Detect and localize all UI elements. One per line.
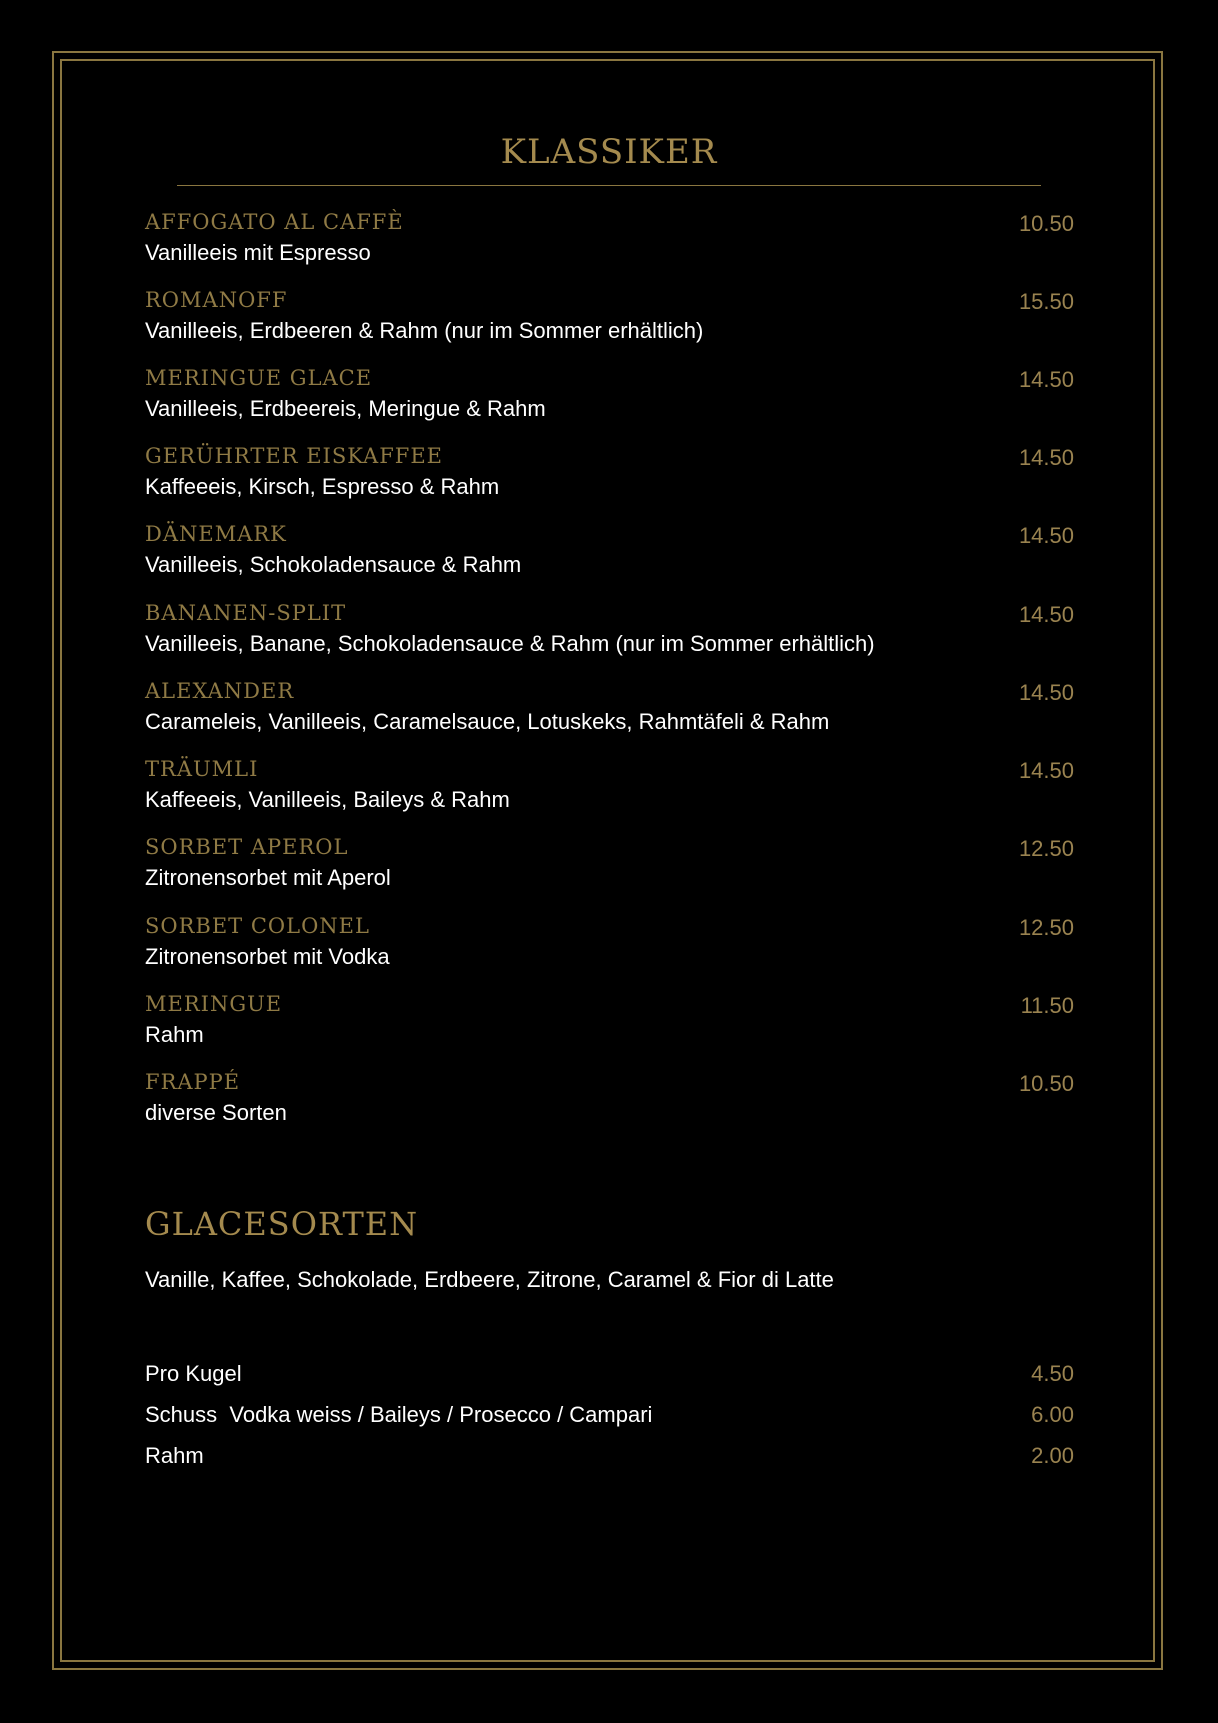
item-price: 14.50	[1018, 367, 1074, 392]
item-name: GERÜHRTER EISKAFFEE	[145, 444, 444, 468]
section-title-klassiker: KLASSIKER	[500, 132, 718, 172]
item-description: Vanilleeis, Banane, Schokoladensauce & Rahm (nur im Sommer erhältlich)	[145, 631, 875, 656]
menu-item	[145, 835, 1074, 905]
item-description: diverse Sorten	[145, 1100, 287, 1125]
item-description: Kaffeeeis, Vanilleeis, Baileys & Rahm	[145, 787, 510, 812]
extra-row	[145, 1443, 1074, 1473]
item-price: 10.50	[1018, 211, 1074, 236]
item-description: Rahm	[145, 1022, 204, 1047]
item-price: 14.50	[1018, 602, 1074, 627]
item-name: ROMANOFF	[145, 288, 288, 312]
section-title-glacesorten: GLACESORTEN	[145, 1205, 419, 1243]
extra-label: Schuss Vodka weiss / Baileys / Prosecco / Campari	[145, 1402, 653, 1427]
item-description: Zitronensorbet mit Aperol	[145, 865, 391, 890]
item-price: 14.50	[1018, 758, 1074, 783]
item-price: 14.50	[1018, 523, 1074, 548]
item-description: Vanilleeis, Schokoladensauce & Rahm	[145, 552, 522, 577]
item-name: ALEXANDER	[145, 679, 295, 703]
item-name: AFFOGATO AL CAFFÈ	[145, 210, 404, 234]
item-name: FRAPPÉ	[145, 1070, 241, 1094]
title-divider	[177, 185, 1041, 186]
item-description: Zitronensorbet mit Vodka	[145, 944, 390, 969]
item-description: Vanilleeis mit Espresso	[145, 240, 371, 265]
extra-price: 6.00	[1031, 1402, 1074, 1427]
item-description: Carameleis, Vanilleeis, Caramelsauce, Lotuskeks, Rahmtäfeli & Rahm	[145, 709, 830, 734]
extra-price: 4.50	[1031, 1361, 1074, 1386]
item-description: Vanilleeis, Erdbeereis, Meringue & Rahm	[145, 396, 546, 421]
menu-item	[145, 444, 1074, 514]
item-price: 15.50	[1018, 289, 1074, 314]
item-name: SORBET APEROL	[145, 835, 349, 859]
menu-item	[145, 601, 1074, 671]
menu-item	[145, 757, 1074, 827]
menu-item	[145, 992, 1074, 1062]
menu-item	[145, 914, 1074, 984]
menu-item	[145, 679, 1074, 749]
item-name: DÄNEMARK	[145, 522, 287, 546]
item-price: 11.50	[1020, 993, 1074, 1018]
extra-label: Rahm	[145, 1443, 204, 1468]
extra-row	[145, 1402, 1074, 1432]
flavor-list: Vanille, Kaffee, Schokolade, Erdbeere, Zitrone, Caramel & Fior di Latte	[145, 1267, 834, 1292]
extra-price: 2.00	[1031, 1443, 1074, 1468]
item-description: Vanilleeis, Erdbeeren & Rahm (nur im Sommer erhältlich)	[145, 318, 704, 343]
item-name: SORBET COLONEL	[145, 914, 370, 938]
item-price: 12.50	[1018, 836, 1074, 861]
menu-item	[145, 522, 1074, 592]
menu-item	[145, 288, 1074, 358]
menu-item	[145, 366, 1074, 436]
menu-item	[145, 1070, 1074, 1140]
item-name: MERINGUE GLACE	[145, 366, 373, 390]
item-description: Kaffeeeis, Kirsch, Espresso & Rahm	[145, 474, 500, 499]
extra-row	[145, 1361, 1074, 1391]
item-price: 14.50	[1018, 680, 1074, 705]
menu-item	[145, 210, 1074, 280]
item-price: 14.50	[1018, 445, 1074, 470]
extra-label: Pro Kugel	[145, 1361, 242, 1386]
item-price: 10.50	[1018, 1071, 1074, 1096]
item-price: 12.50	[1018, 915, 1074, 940]
item-name: BANANEN-SPLIT	[145, 601, 347, 625]
item-name: MERINGUE	[145, 992, 283, 1016]
item-name: TRÄUMLI	[145, 757, 259, 781]
